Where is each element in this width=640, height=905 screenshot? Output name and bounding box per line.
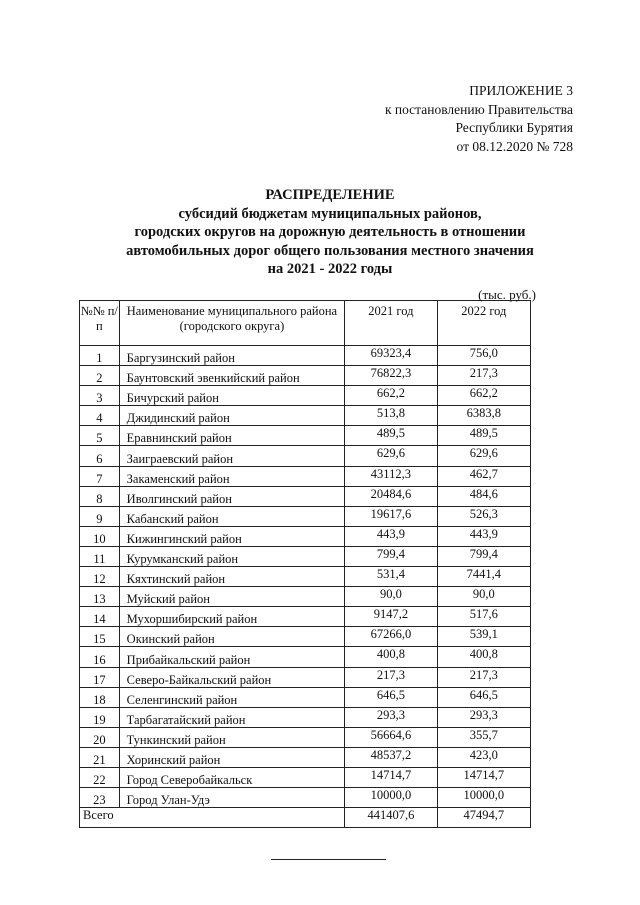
row-2021: 799,4 [345, 546, 437, 566]
header-name: Наименование муниципального района (городского округа) [119, 301, 345, 346]
row-name: Кабанский район [119, 506, 345, 526]
row-2021: 20484,6 [345, 486, 437, 506]
title-line-4: автомобильных дорог общего пользования местного значения [126, 242, 534, 259]
row-2022: 6383,8 [437, 406, 530, 426]
row-name: Северо-Байкальский район [119, 667, 345, 687]
table-row [80, 567, 531, 587]
row-name: Муйский район [119, 587, 345, 607]
row-2021: 489,5 [345, 426, 437, 446]
appendix-header [385, 82, 573, 156]
row-name: Заиграевский район [119, 446, 345, 466]
row-name: Иволгинский район [119, 486, 345, 506]
row-2021: 19617,6 [345, 506, 437, 526]
table-row [80, 526, 531, 546]
row-name: Тункинский район [119, 727, 345, 747]
row-2022: 293,3 [437, 707, 530, 727]
table-row [80, 647, 531, 667]
row-name: Город Улан-Удэ [119, 788, 345, 808]
row-name: Баргузинский район [119, 346, 345, 366]
row-2022: 662,2 [437, 386, 530, 406]
table-row [80, 466, 531, 486]
row-number: 19 [80, 707, 120, 727]
table-row [80, 446, 531, 466]
row-2021: 217,3 [345, 667, 437, 687]
row-number: 15 [80, 627, 120, 647]
row-2021: 48537,2 [345, 747, 437, 767]
row-number: 17 [80, 667, 120, 687]
row-2021: 531,4 [345, 567, 437, 587]
row-name: Мухоршибирский район [119, 607, 345, 627]
total-2021: 441407,6 [345, 808, 437, 828]
row-number: 9 [80, 506, 120, 526]
row-2021: 56664,6 [345, 727, 437, 747]
total-2022: 47494,7 [437, 808, 530, 828]
row-2021: 69323,4 [345, 346, 437, 366]
row-number: 22 [80, 767, 120, 787]
appendix-government: Республики Бурятия [455, 120, 573, 135]
row-name: Закаменский район [119, 466, 345, 486]
row-2022: 443,9 [437, 526, 530, 546]
row-number: 5 [80, 426, 120, 446]
row-2021: 513,8 [345, 406, 437, 426]
row-number: 21 [80, 747, 120, 767]
row-2021: 9147,2 [345, 607, 437, 627]
total-label: Всего [80, 808, 345, 828]
row-number: 4 [80, 406, 120, 426]
row-2022: 423,0 [437, 747, 530, 767]
table-header-row [80, 301, 531, 346]
title-line-2: субсидий бюджетам муниципальных районов, [178, 205, 482, 222]
table-row [80, 346, 531, 366]
row-2022: 217,3 [437, 366, 530, 386]
table-row [80, 506, 531, 526]
row-number: 23 [80, 788, 120, 808]
row-name: Кижингинский район [119, 526, 345, 546]
total-row [80, 808, 531, 828]
row-2022: 539,1 [437, 627, 530, 647]
row-name: Баунтовский эвенкийский район [119, 366, 345, 386]
row-number: 12 [80, 567, 120, 587]
table-row [80, 386, 531, 406]
row-2021: 629,6 [345, 446, 437, 466]
row-2022: 217,3 [437, 667, 530, 687]
row-2021: 90,0 [345, 587, 437, 607]
row-number: 16 [80, 647, 120, 667]
row-2022: 90,0 [437, 587, 530, 607]
row-2022: 10000,0 [437, 788, 530, 808]
table-row [80, 486, 531, 506]
table-body [80, 346, 531, 808]
row-name: Селенгинский район [119, 687, 345, 707]
title-line-3: городских округов на дорожную деятельность в отношении [134, 224, 526, 241]
row-number: 18 [80, 687, 120, 707]
row-2022: 484,6 [437, 486, 530, 506]
table-row [80, 607, 531, 627]
row-2022: 629,6 [437, 446, 530, 466]
footer-divider [271, 859, 386, 860]
appendix-number: ПРИЛОЖЕНИЕ 3 [469, 83, 573, 98]
row-2022: 14714,7 [437, 767, 530, 787]
row-number: 13 [80, 587, 120, 607]
row-2021: 662,2 [345, 386, 437, 406]
row-2022: 756,0 [437, 346, 530, 366]
document-title [80, 186, 580, 279]
row-number: 6 [80, 446, 120, 466]
row-number: 10 [80, 526, 120, 546]
header-2021: 2021 год [345, 301, 437, 346]
row-number: 20 [80, 727, 120, 747]
row-2022: 517,6 [437, 607, 530, 627]
row-name: Прибайкальский район [119, 647, 345, 667]
row-name: Город Северобайкальск [119, 767, 345, 787]
row-2022: 799,4 [437, 546, 530, 566]
title-line-1: РАСПРЕДЕЛЕНИЕ [265, 187, 395, 203]
row-name: Тарбагатайский район [119, 707, 345, 727]
row-2022: 355,7 [437, 727, 530, 747]
table-row [80, 627, 531, 647]
row-2022: 526,3 [437, 506, 530, 526]
table-row [80, 747, 531, 767]
subsidy-table [79, 300, 531, 828]
row-2022: 462,7 [437, 466, 530, 486]
header-2022: 2022 год [437, 301, 530, 346]
row-name: Курумканский район [119, 546, 345, 566]
table-row [80, 767, 531, 787]
table-row [80, 727, 531, 747]
row-2022: 400,8 [437, 647, 530, 667]
row-2021: 293,3 [345, 707, 437, 727]
table-row [80, 426, 531, 446]
table-row [80, 667, 531, 687]
row-number: 2 [80, 366, 120, 386]
row-2021: 67266,0 [345, 627, 437, 647]
appendix-decree-line: к постановлению Правительства [384, 101, 573, 117]
row-number: 11 [80, 546, 120, 566]
row-name: Еравнинский район [119, 426, 345, 446]
row-2021: 10000,0 [345, 788, 437, 808]
table-row [80, 546, 531, 566]
row-2021: 14714,7 [345, 767, 437, 787]
row-number: 3 [80, 386, 120, 406]
row-2021: 76822,3 [345, 366, 437, 386]
table-row [80, 687, 531, 707]
row-number: 1 [80, 346, 120, 366]
units-label: (тыс. руб.) [478, 287, 536, 302]
row-2022: 646,5 [437, 687, 530, 707]
row-name: Джидинский район [119, 406, 345, 426]
header-number: №№ п/п [80, 301, 120, 346]
row-2021: 43112,3 [345, 466, 437, 486]
row-2022: 489,5 [437, 426, 530, 446]
table-row [80, 587, 531, 607]
row-2021: 646,5 [345, 687, 437, 707]
title-line-5: на 2021 - 2022 годы [267, 261, 393, 278]
row-2021: 400,8 [345, 647, 437, 667]
table-row [80, 788, 531, 808]
appendix-date: от 08.12.2020 № 728 [456, 138, 573, 154]
row-name: Хоринский район [119, 747, 345, 767]
table-row [80, 406, 531, 426]
row-name: Окинский район [119, 627, 345, 647]
row-2022: 7441,4 [437, 567, 530, 587]
row-name: Кяхтинский район [119, 567, 345, 587]
row-number: 14 [80, 607, 120, 627]
table-row [80, 366, 531, 386]
row-2021: 443,9 [345, 526, 437, 546]
row-name: Бичурский район [119, 386, 345, 406]
row-number: 8 [80, 486, 120, 506]
table-row [80, 707, 531, 727]
row-number: 7 [80, 466, 120, 486]
